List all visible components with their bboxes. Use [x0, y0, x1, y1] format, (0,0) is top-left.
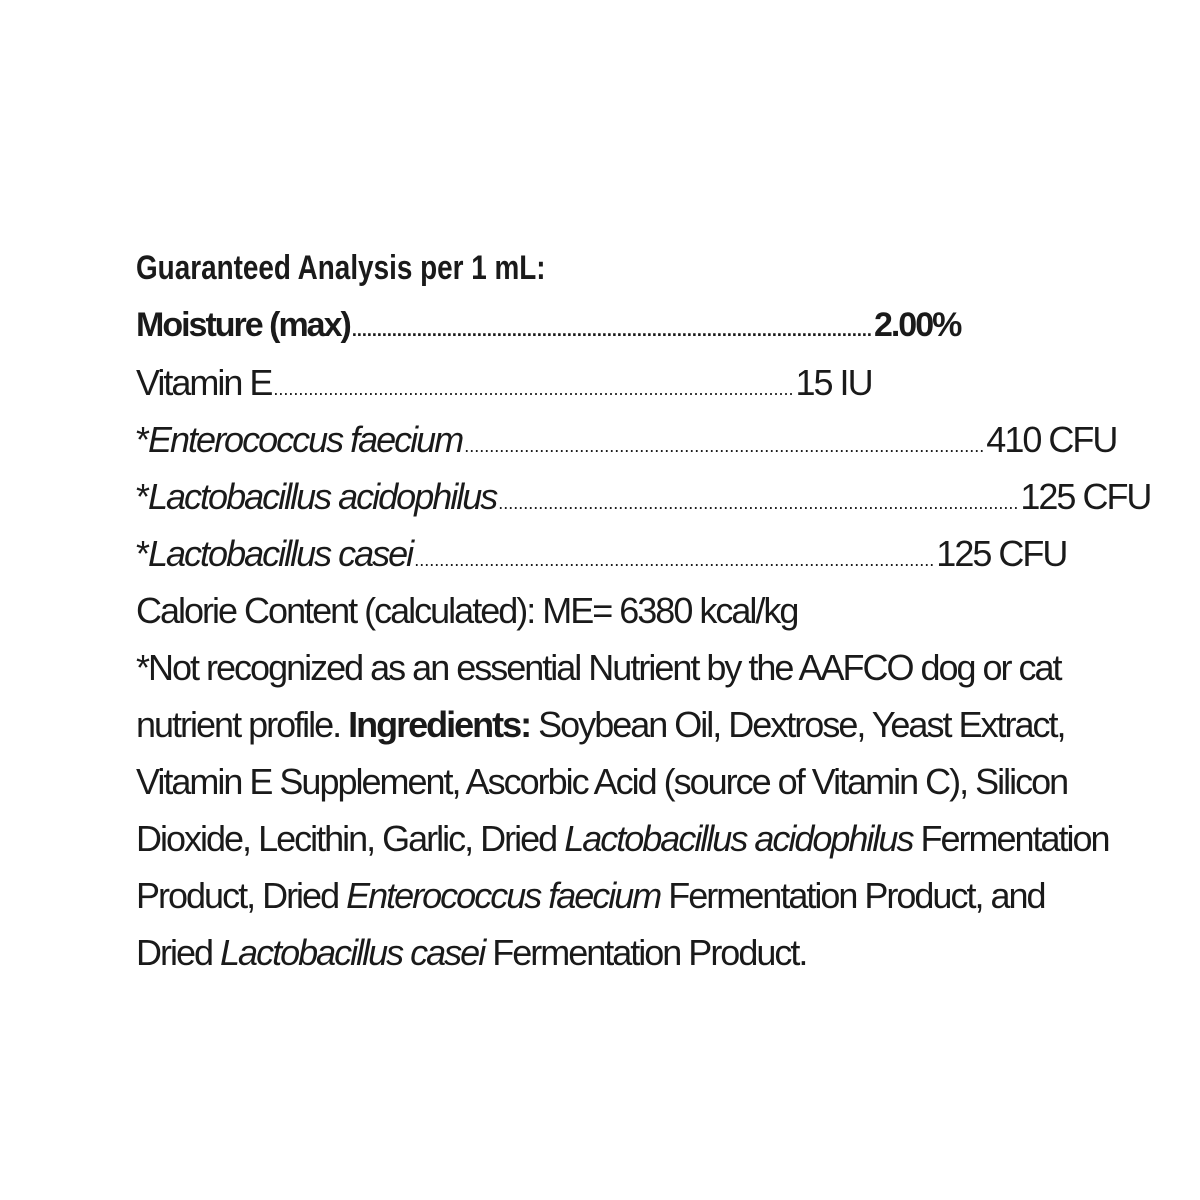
asterisk-prefix: * — [136, 476, 149, 517]
analysis-row-value: 125 CFU — [1020, 476, 1151, 517]
leader-dots: ........................................................................................................ — [414, 550, 935, 570]
ingredients-text: Soybean Oil, Dextrose, Yeast Extract, — [530, 704, 1065, 745]
ingredients-line-4 — [136, 810, 1109, 867]
ingredients-line-6 — [136, 924, 1096, 981]
calorie-content: Calorie Content (calculated): ME= 6380 kcal/kg — [136, 590, 798, 631]
label-paragraph — [136, 582, 1109, 981]
analysis-row-name: Lactobacillus acidophilus — [148, 476, 497, 517]
analysis-row-value: 2.00% — [873, 306, 961, 344]
analysis-row-enterococcus-faecium — [136, 411, 1117, 468]
asterisk-prefix: * — [136, 419, 149, 460]
analysis-row-value: 15 IU — [795, 362, 872, 403]
leader-dots: ........................................................................................................ — [498, 493, 1019, 513]
ingredients-text: Fermentation Product. — [484, 932, 807, 973]
ingredients-text: Fermentation Product, and — [660, 875, 1045, 916]
aafco-note-end: nutrient profile. — [136, 704, 349, 745]
ingredients-label: Ingredients: — [348, 704, 531, 745]
analysis-row-moisture — [136, 297, 961, 354]
ingredients-text: Dioxide, Lecithin, Garlic, Dried — [136, 818, 565, 859]
guaranteed-analysis-heading: Guaranteed Analysis per 1 mL: — [136, 249, 546, 287]
analysis-row-value: 125 CFU — [936, 533, 1067, 574]
ingredients-line-5 — [136, 867, 1096, 924]
analysis-row-name: Lactobacillus casei — [148, 533, 413, 574]
ingredients-line-2 — [136, 696, 1096, 753]
ingredients-text: Product, Dried — [136, 875, 347, 916]
leader-dots: ........................................................................................................ — [273, 379, 794, 399]
ingredient-species: Enterococcus faecium — [346, 875, 661, 916]
analysis-row-lactobacillus-casei — [136, 525, 1067, 582]
aafco-note: *Not recognized as an essential Nutrient by the AAFCO dog or cat — [136, 647, 1061, 688]
ingredients-line-3: Vitamin E Supplement, Ascorbic Acid (source of Vitamin C), Silicon — [136, 761, 1068, 802]
leader-dots: ........................................................................................................ — [351, 320, 872, 340]
ingredient-species: Lactobacillus casei — [220, 932, 485, 973]
leader-dots: ........................................................................................................ — [464, 436, 985, 456]
product-label — [136, 240, 1151, 981]
analysis-row-name: Vitamin E — [136, 362, 272, 403]
ingredients-text: Dried — [136, 932, 221, 973]
analysis-row-name: Moisture (max) — [136, 306, 350, 344]
analysis-row-lactobacillus-acidophilus — [136, 468, 1151, 525]
ingredient-species: Lactobacillus acidophilus — [564, 818, 913, 859]
ingredients-text: Fermentation — [912, 818, 1109, 859]
analysis-row-vitamin-e — [136, 354, 872, 411]
asterisk-prefix: * — [136, 533, 149, 574]
analysis-row-value: 410 CFU — [986, 419, 1117, 460]
analysis-row-name: Enterococcus faecium — [148, 419, 463, 460]
